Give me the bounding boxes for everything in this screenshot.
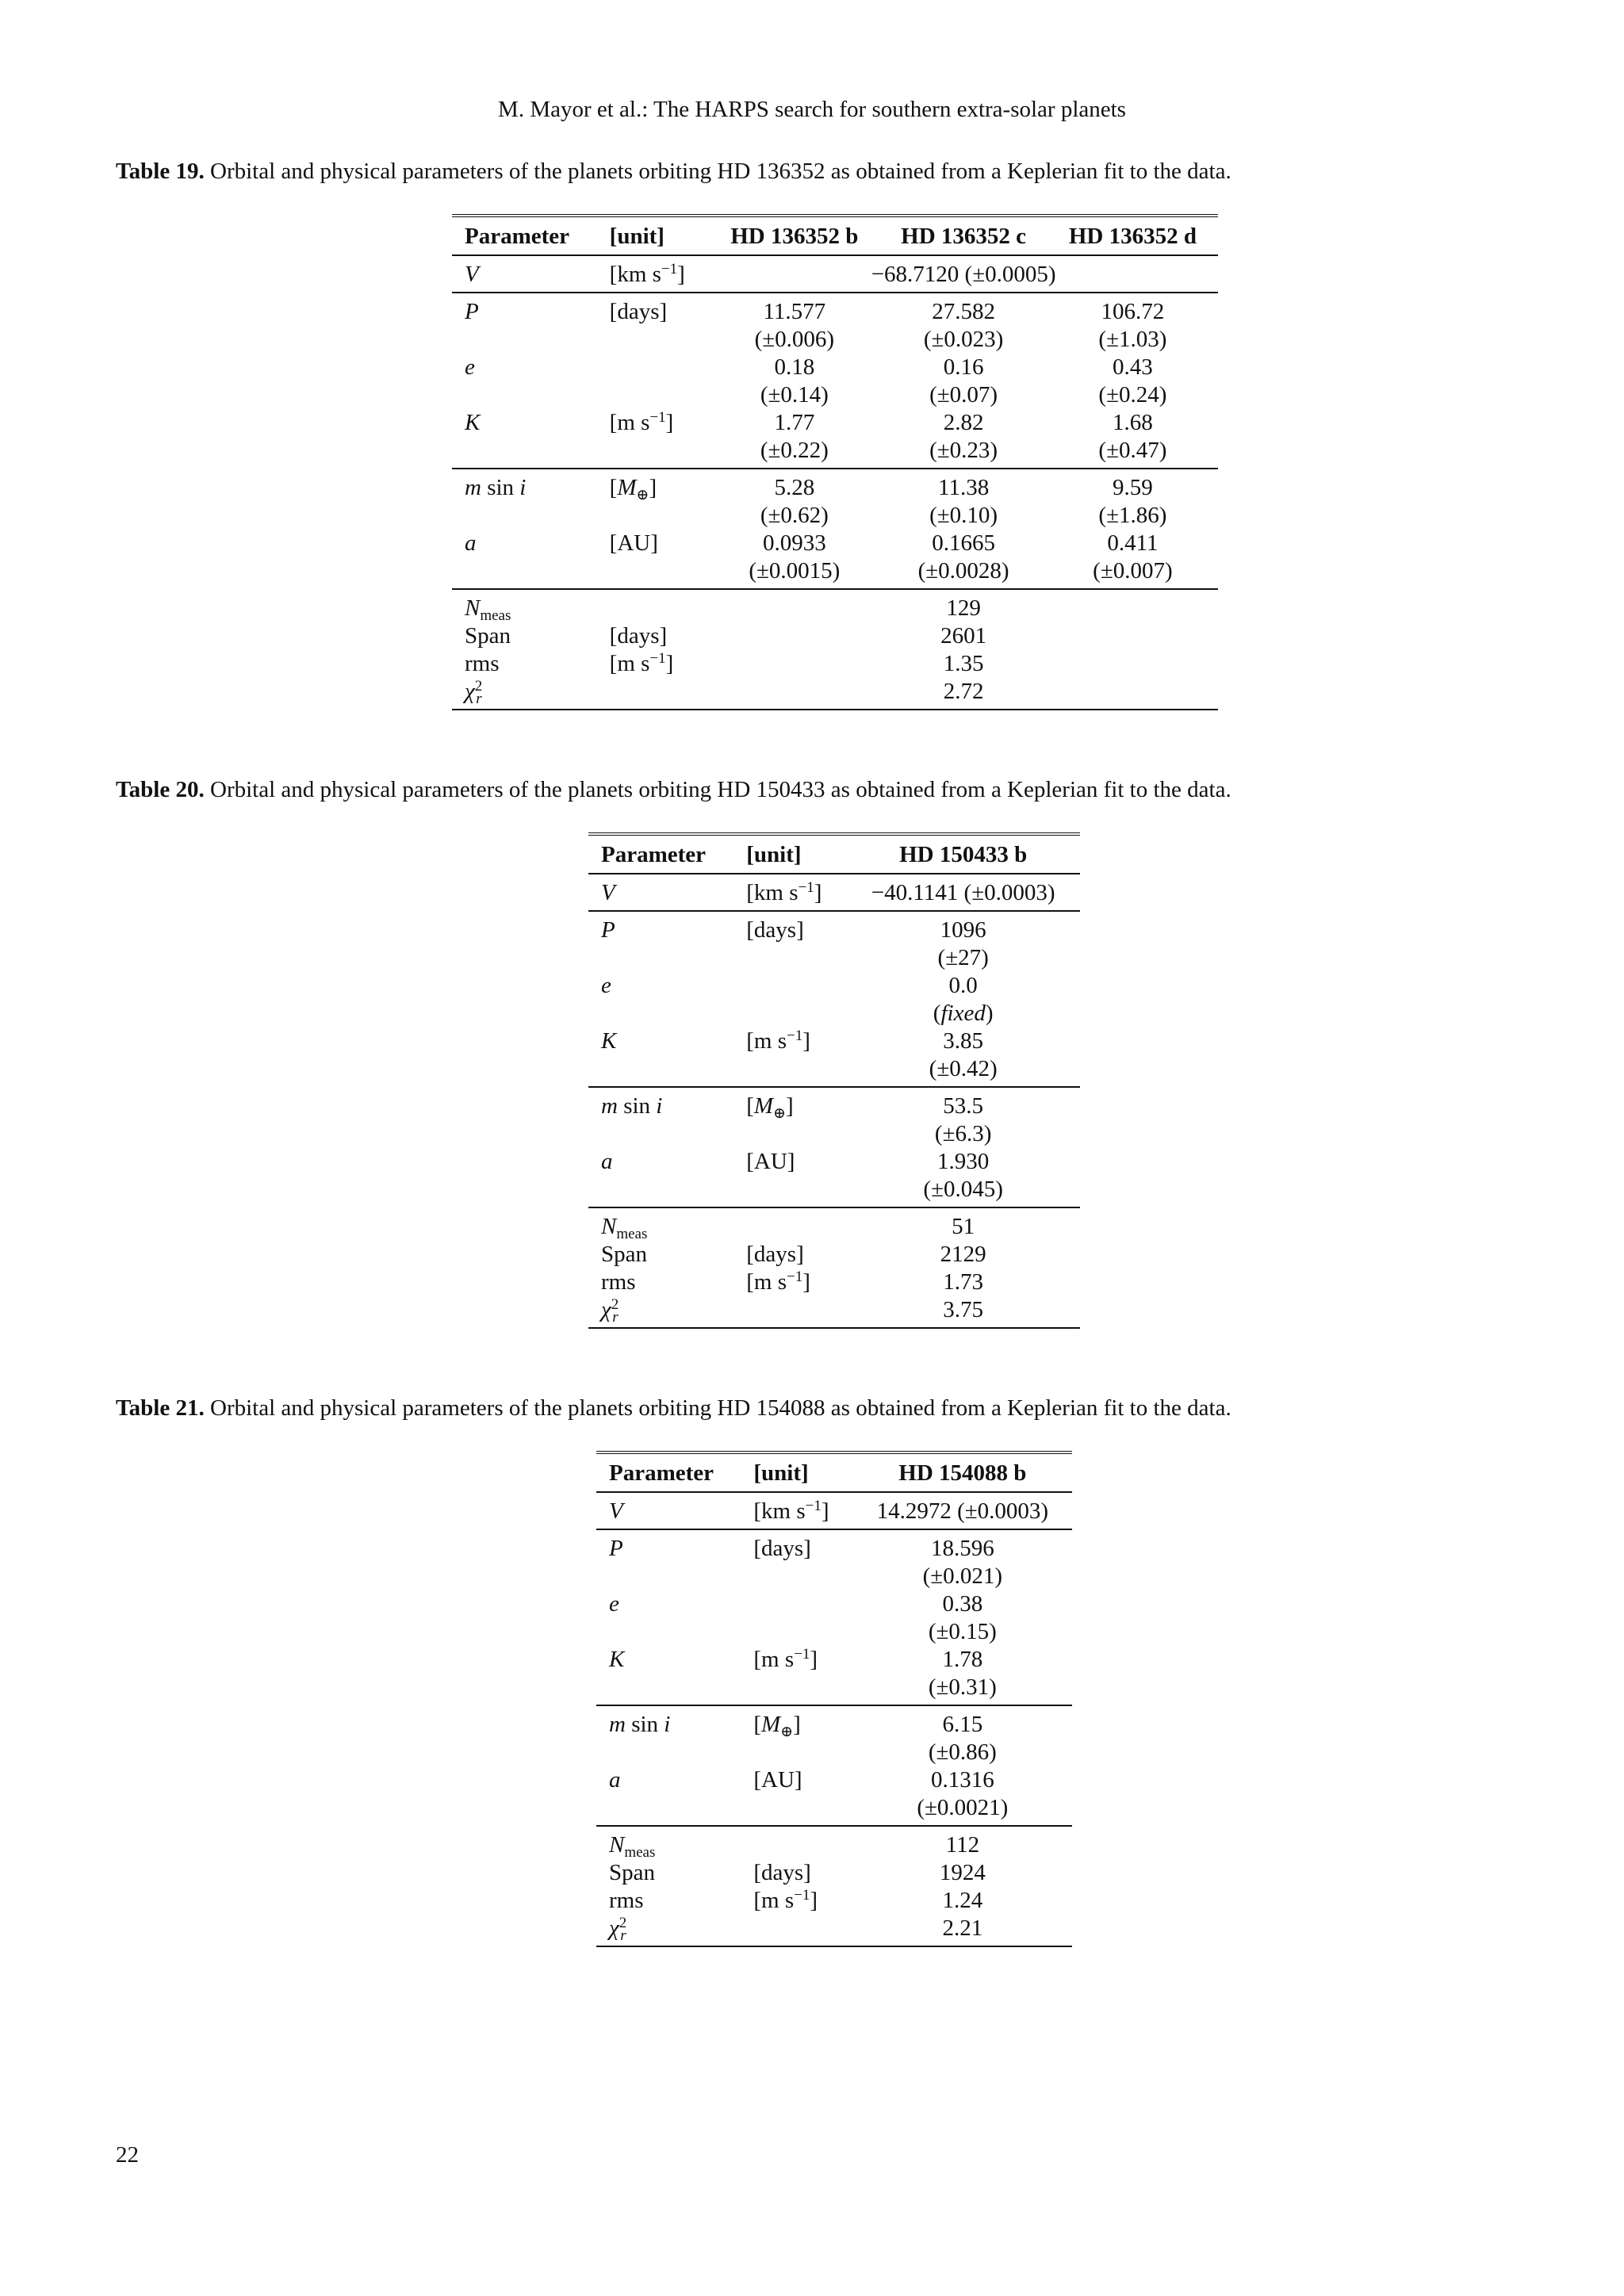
error-cell: (fixed) xyxy=(933,1001,994,1026)
value-cell: 14.2972 (±0.0003) xyxy=(853,1492,1072,1529)
param-cell: Span xyxy=(465,623,511,649)
table-row xyxy=(588,1000,1080,1027)
error-cell: (±0.0028) xyxy=(879,557,1047,589)
value-cell: 9.59 xyxy=(1113,475,1153,500)
table-row xyxy=(588,1176,1080,1207)
table-row xyxy=(596,1859,1072,1887)
unit-cell xyxy=(733,1207,846,1241)
table-row xyxy=(452,622,1218,650)
table-row xyxy=(452,354,1218,381)
param-cell: P xyxy=(609,1536,623,1561)
error-cell: (±1.86) xyxy=(1098,503,1167,528)
unit-cell: $[M_\oplus]$ xyxy=(609,475,657,503)
value-cell: 2.21 xyxy=(942,1915,983,1941)
param-cell: K xyxy=(601,1028,617,1054)
column-header: HD 154088 b xyxy=(853,1452,1072,1492)
value-cell: 0.38 xyxy=(942,1591,983,1617)
value-cell: 2.82 xyxy=(943,410,984,435)
table-row xyxy=(452,557,1218,589)
value-cell: 2.72 xyxy=(943,679,984,704)
table-row xyxy=(588,911,1080,944)
table-label: Table 20. xyxy=(116,777,205,802)
value-cell: 112 xyxy=(945,1832,980,1858)
param-cell: V xyxy=(452,255,597,293)
unit-cell: [AU] xyxy=(746,1149,795,1174)
error-cell: (±0.42) xyxy=(846,1055,1080,1087)
table-row xyxy=(596,1492,1072,1529)
unit-cell xyxy=(597,678,710,710)
table-row xyxy=(452,409,1218,437)
error-cell: (±0.14) xyxy=(760,382,829,408)
unit-cell xyxy=(597,354,710,381)
table-row xyxy=(452,469,1218,502)
error-cell: (±0.007) xyxy=(1048,557,1218,589)
value-cell: 1.73 xyxy=(943,1269,984,1295)
unit-cell: [m $s^{-1}$] xyxy=(753,1887,818,1913)
header-row xyxy=(596,1452,1072,1492)
table-row xyxy=(452,530,1218,557)
column-header: HD 150433 b xyxy=(846,834,1080,874)
table-row xyxy=(596,1529,1072,1563)
table-row xyxy=(588,1120,1080,1148)
unit-cell xyxy=(597,589,710,622)
value-cell: 0.411 xyxy=(1107,530,1159,556)
table-row xyxy=(588,1296,1080,1328)
value-cell: 27.582 xyxy=(932,299,995,324)
table-row xyxy=(452,678,1218,710)
table-row xyxy=(596,1618,1072,1646)
param-cell: rms xyxy=(465,651,500,676)
unit-cell: [km $s^{-1}$] xyxy=(741,1492,852,1529)
param-cell: a xyxy=(601,1149,613,1174)
value-cell: 1.78 xyxy=(942,1647,983,1672)
value-cell: 1.77 xyxy=(774,410,815,435)
unit-cell: $[M_\oplus]$ xyxy=(753,1712,801,1740)
column-header: Parameter xyxy=(596,1452,741,1492)
param-cell: V xyxy=(588,874,733,911)
error-cell: (±0.15) xyxy=(928,1619,997,1644)
column-header: Parameter xyxy=(452,216,597,255)
error-cell: (±1.03) xyxy=(1098,327,1167,352)
table-row xyxy=(596,1766,1072,1794)
unit-cell: [days] xyxy=(753,1860,811,1885)
value-cell: 11.577 xyxy=(763,299,826,324)
page-number: 22 xyxy=(116,2142,139,2168)
value-cell: 1.35 xyxy=(943,651,984,676)
param-cell: Span xyxy=(609,1860,655,1885)
param-cell: $\chi^2_r$ xyxy=(465,678,483,707)
param-cell: a xyxy=(465,530,477,556)
table-row xyxy=(452,381,1218,409)
unit-cell: [days] xyxy=(746,917,804,943)
unit-cell xyxy=(741,1915,852,1946)
header-row xyxy=(588,834,1080,874)
value-cell: 0.18 xyxy=(774,354,815,380)
param-cell: $\chi^2_r$ xyxy=(601,1296,619,1326)
table-19 xyxy=(452,214,1218,710)
table-row xyxy=(596,1887,1072,1915)
table-row xyxy=(596,1590,1072,1618)
table-row xyxy=(588,1055,1080,1087)
param-cell: K xyxy=(465,410,481,435)
param-cell: $\chi^2_r$ xyxy=(609,1915,627,1944)
param-cell: rms xyxy=(601,1269,636,1295)
error-cell: (±0.0021) xyxy=(853,1794,1072,1826)
unit-cell xyxy=(733,972,846,1000)
error-cell: (±0.10) xyxy=(929,503,998,528)
unit-cell: [km $s^{-1}$] xyxy=(733,874,846,911)
error-cell: (±0.86) xyxy=(928,1739,997,1765)
table-caption-text: Orbital and physical parameters of the planets orbiting HD 136352 as obtained from a Keplerian fit to the data. xyxy=(210,159,1231,184)
table-row xyxy=(452,326,1218,354)
table-row xyxy=(596,1915,1072,1946)
table-row xyxy=(596,1794,1072,1826)
unit-cell: [AU] xyxy=(609,530,658,556)
error-cell: (±6.3) xyxy=(934,1121,992,1146)
column-header: HD 136352 b xyxy=(709,216,879,255)
value-cell: 0.1316 xyxy=(930,1767,994,1793)
unit-cell: [m $s^{-1}$] xyxy=(609,650,674,676)
table-21-caption xyxy=(116,1394,1511,1422)
value-cell: 1924 xyxy=(939,1860,986,1885)
unit-cell: [days] xyxy=(753,1536,811,1561)
table-row xyxy=(588,1027,1080,1055)
table-label: Table 19. xyxy=(116,159,205,184)
unit-cell: [m $s^{-1}$] xyxy=(746,1027,810,1054)
error-cell: (±0.045) xyxy=(846,1176,1080,1207)
value-cell: 106.72 xyxy=(1101,299,1165,324)
error-cell: (±27) xyxy=(937,945,989,970)
param-cell: rms xyxy=(609,1888,644,1913)
table-row xyxy=(588,944,1080,972)
table-row xyxy=(596,1739,1072,1766)
value-cell: 2129 xyxy=(940,1242,986,1267)
value-cell: 3.85 xyxy=(943,1028,984,1054)
unit-cell: [km $s^{-1}$] xyxy=(597,255,710,293)
param-cell: a xyxy=(609,1767,621,1793)
table-row xyxy=(588,972,1080,1000)
table-row xyxy=(596,1705,1072,1739)
value-cell: 1.68 xyxy=(1113,410,1153,435)
unit-cell: [days] xyxy=(609,299,668,324)
table-caption-text: Orbital and physical parameters of the planets orbiting HD 154088 as obtained from a Keplerian fit to the data. xyxy=(210,1395,1231,1421)
value-cell: 129 xyxy=(946,595,981,621)
error-cell: (±0.62) xyxy=(760,503,829,528)
error-cell: (±0.22) xyxy=(709,437,879,469)
column-header: [unit] xyxy=(741,1452,852,1492)
param-cell: Span xyxy=(601,1242,647,1267)
column-header: Parameter xyxy=(588,834,733,874)
error-cell: (±0.0015) xyxy=(709,557,879,589)
header-row xyxy=(452,216,1218,255)
error-cell: (±0.23) xyxy=(879,437,1047,469)
error-cell: (±0.07) xyxy=(929,382,998,408)
table-row xyxy=(452,255,1218,293)
unit-cell xyxy=(741,1590,852,1618)
error-cell: (±0.021) xyxy=(922,1563,1003,1589)
unit-cell: $[M_\oplus]$ xyxy=(746,1093,794,1122)
unit-cell: [m $s^{-1}$] xyxy=(746,1269,810,1295)
value-cell: −68.7120 (±0.0005) xyxy=(709,255,1218,293)
unit-cell: [m $s^{-1}$] xyxy=(753,1646,818,1672)
param-cell: $N_{meas}$ xyxy=(601,1214,648,1242)
value-cell: 18.596 xyxy=(930,1536,994,1561)
table-row xyxy=(588,1087,1080,1120)
value-cell: 5.28 xyxy=(774,475,815,500)
table-row xyxy=(596,1563,1072,1590)
value-cell: 0.43 xyxy=(1113,354,1153,380)
column-header: HD 136352 d xyxy=(1048,216,1218,255)
unit-cell: [AU] xyxy=(753,1767,802,1793)
column-header: HD 136352 c xyxy=(879,216,1047,255)
param-cell: V xyxy=(596,1492,741,1529)
table-caption-text: Orbital and physical parameters of the planets orbiting HD 150433 as obtained from a Keplerian fit to the data. xyxy=(210,777,1231,802)
unit-cell xyxy=(733,1296,846,1328)
value-cell: 6.15 xyxy=(942,1712,983,1737)
param-cell: P xyxy=(465,299,479,324)
table-row xyxy=(588,874,1080,911)
table-19-caption xyxy=(116,157,1511,186)
unit-cell: [days] xyxy=(746,1242,804,1267)
table-row xyxy=(452,502,1218,530)
unit-cell: [m $s^{-1}$] xyxy=(609,409,674,435)
table-row xyxy=(596,1826,1072,1859)
table-row xyxy=(588,1148,1080,1176)
table-row xyxy=(452,437,1218,469)
table-21 xyxy=(596,1451,1072,1947)
table-label: Table 21. xyxy=(116,1395,205,1421)
param-cell: e xyxy=(465,354,475,380)
value-cell: 1.24 xyxy=(942,1888,983,1913)
value-cell: 0.0933 xyxy=(762,530,826,556)
value-cell: 11.38 xyxy=(938,475,990,500)
error-cell: (±0.24) xyxy=(1098,382,1167,408)
table-row xyxy=(596,1674,1072,1705)
value-cell: 0.1665 xyxy=(932,530,995,556)
value-cell: 1.930 xyxy=(937,1149,990,1174)
table-row xyxy=(588,1269,1080,1296)
table-20-caption xyxy=(116,775,1511,804)
value-cell: −40.1141 (±0.0003) xyxy=(846,874,1080,911)
param-cell: P xyxy=(601,917,615,943)
value-cell: 1096 xyxy=(940,917,986,943)
table-row xyxy=(596,1646,1072,1674)
param-cell: e xyxy=(609,1591,619,1617)
value-cell: 0.0 xyxy=(948,973,978,998)
param-cell: m sin i xyxy=(601,1093,663,1119)
param-cell: m sin i xyxy=(609,1712,671,1737)
param-cell: K xyxy=(609,1647,625,1672)
running-head: M. Mayor et al.: The HARPS search for southern extra-solar planets xyxy=(498,97,1126,122)
value-cell: 53.5 xyxy=(943,1093,984,1119)
value-cell: 3.75 xyxy=(943,1297,984,1322)
error-cell: (±0.31) xyxy=(853,1674,1072,1705)
value-cell: 2601 xyxy=(940,623,987,649)
unit-cell: [days] xyxy=(609,623,668,649)
table-row xyxy=(588,1207,1080,1241)
error-cell: (±0.47) xyxy=(1048,437,1218,469)
table-row xyxy=(452,650,1218,678)
error-cell: (±0.006) xyxy=(754,327,835,352)
unit-cell xyxy=(741,1826,852,1859)
table-row xyxy=(452,293,1218,326)
error-cell: (±0.023) xyxy=(923,327,1004,352)
column-header: [unit] xyxy=(597,216,710,255)
table-row xyxy=(452,589,1218,622)
param-cell: $N_{meas}$ xyxy=(609,1832,656,1861)
table-20 xyxy=(588,832,1080,1329)
value-cell: 0.16 xyxy=(943,354,984,380)
value-cell: 51 xyxy=(952,1214,975,1239)
table-row xyxy=(588,1241,1080,1269)
param-cell: $N_{meas}$ xyxy=(465,595,511,624)
column-header: [unit] xyxy=(733,834,846,874)
param-cell: m sin i xyxy=(465,475,527,500)
param-cell: e xyxy=(601,973,611,998)
